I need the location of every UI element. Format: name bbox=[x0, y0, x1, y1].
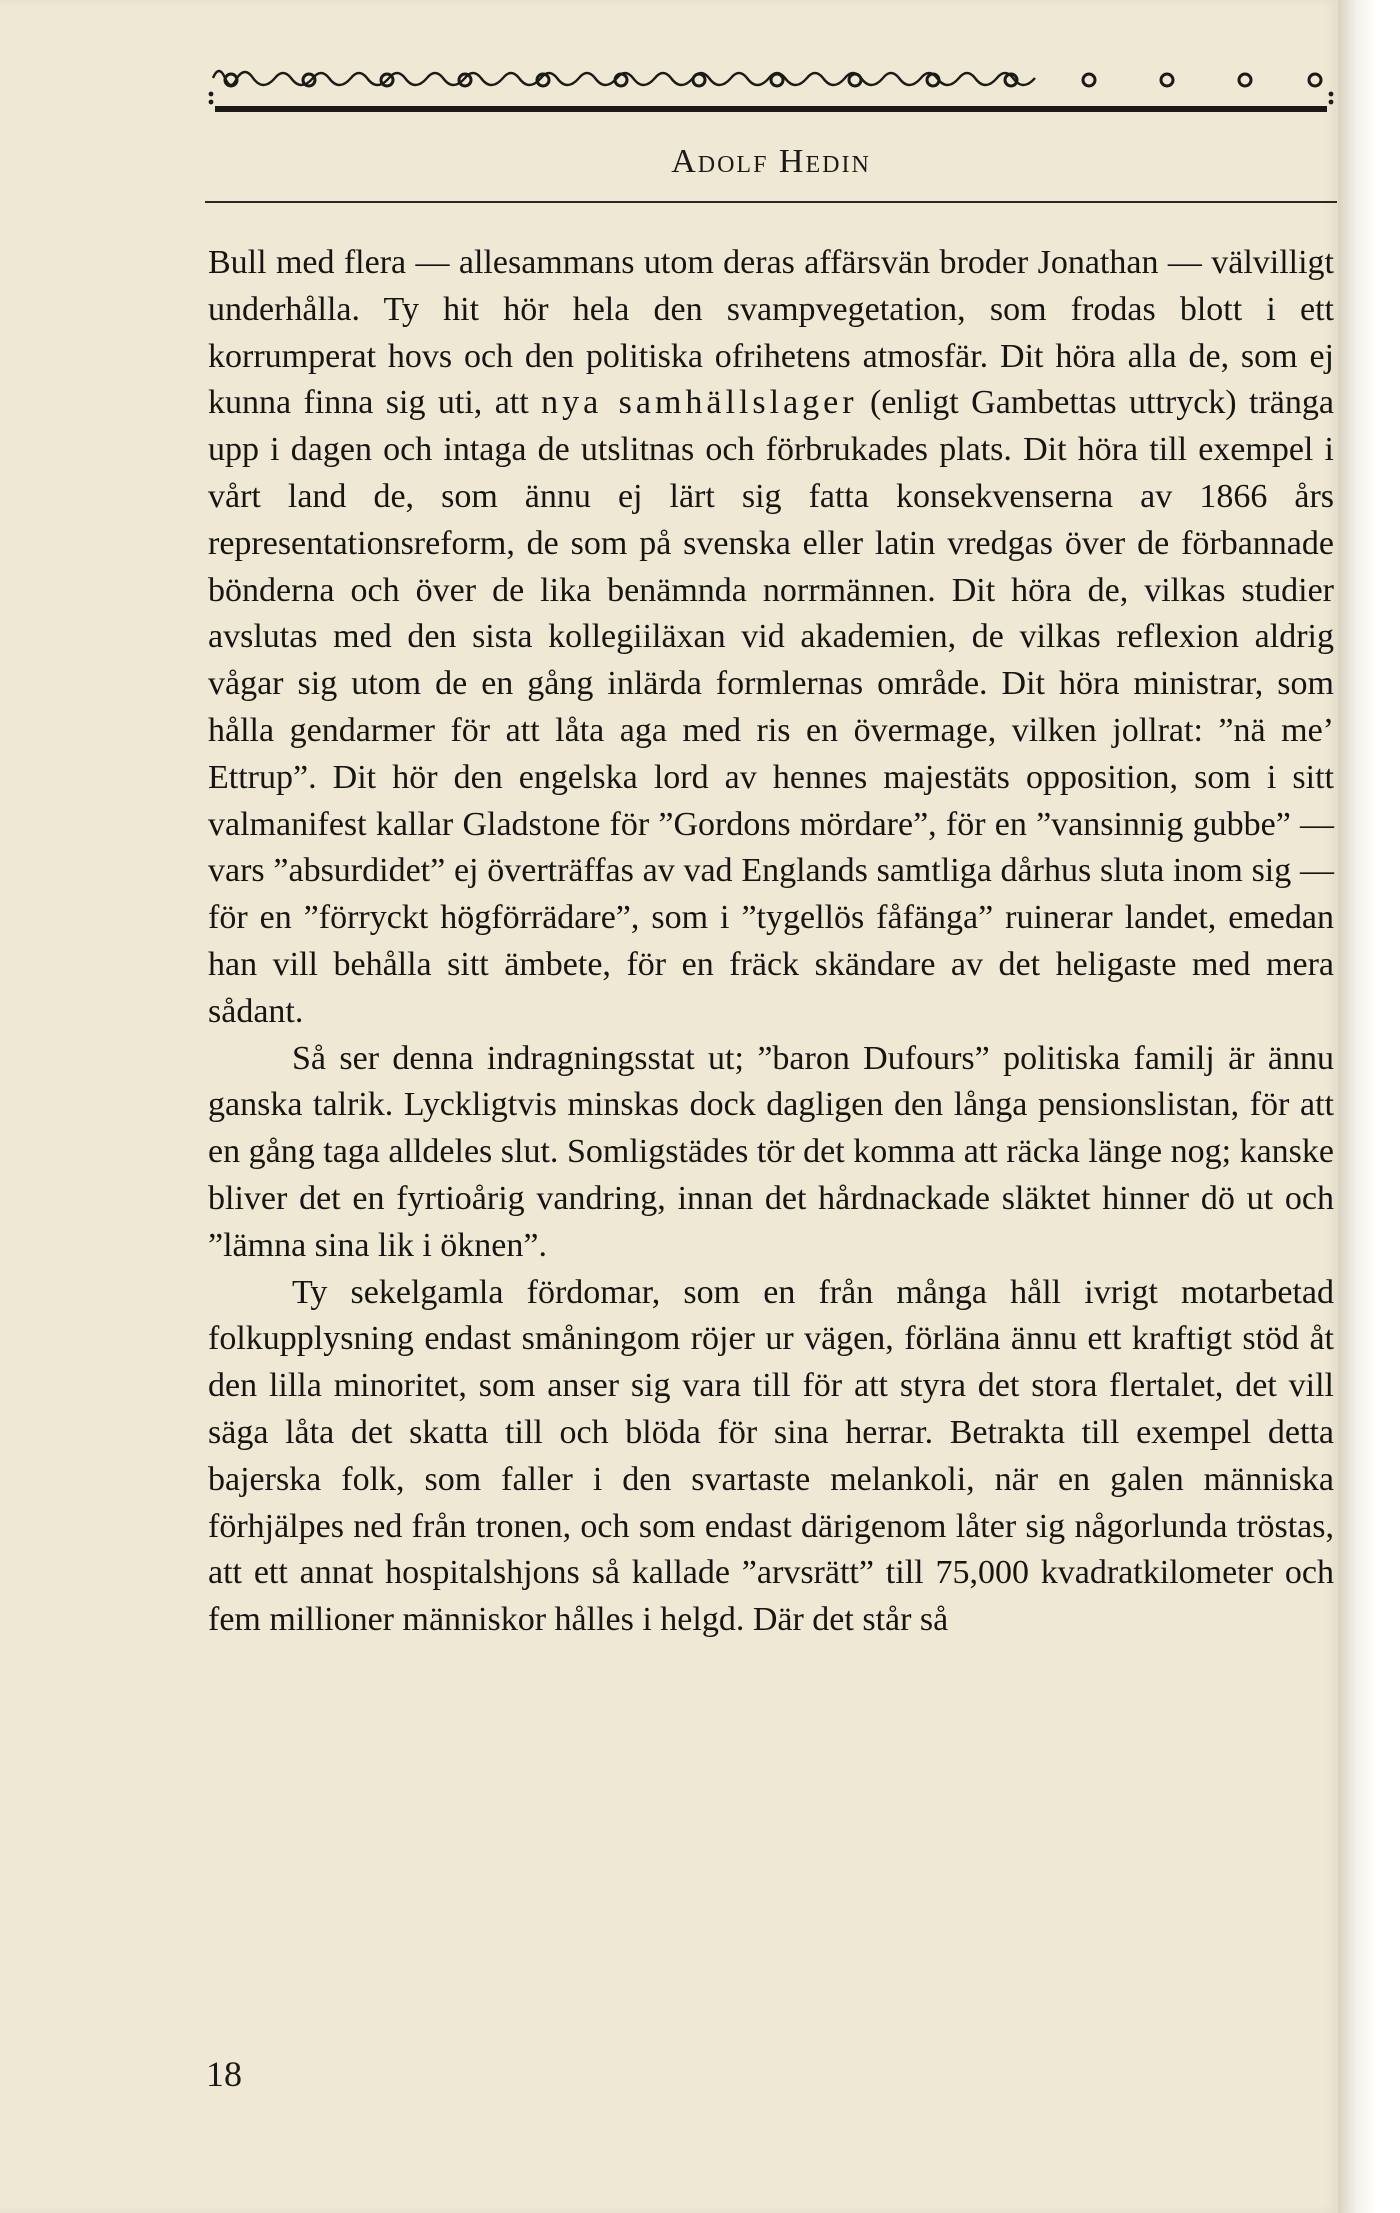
running-head: Adolf Hedin bbox=[671, 143, 871, 180]
paragraph-1-text-end: (enligt Gambettas uttryck) tränga upp i dagen och intaga de utslitnas och förbrukades plats. Dit höra till exempel i vårt land de, som ännu ej lärt sig fatta konsekvenserna av 1866 års representationsreform, de som på svenska eller latin vredgas över de förbannade bönderna och över de lika benämnda norrmännen. Dit höra de, vilkas studier avslutas med den sista kollegiiläxan vid akademien, de vilkas reflexion aldrig vågar sig utom de en gång inlärda formlernas område. Dit höra ministrar, som hålla gendarmer för att låta aga med ris en övermage, vilken jollrat: ”nä me’ Ettrup”. Dit hör den engelska lord av hennes majestäts opposition, som i sitt valmanifest kallar Gladstone för ”Gordons mördare”, för en ”vansinnig gubbe” — vars ”absurdidet” ej överträffas av vad Englands samtliga dårhus sluta inom sig — för en ”förryckt högförrädare”, som i ”tygellös fåfänga” ruinerar landet, emedan han vill behålla sitt ämbete, för en fräck skändare av det heligaste med mera sådant. bbox=[208, 384, 1334, 1030]
decorative-header-border bbox=[205, 58, 1337, 128]
paragraph-1-text-start: Bull med flera — allesammans utom deras affärsvän broder Jonathan — välvilligt underhålla. Ty hit hör hela den svampvegetation, som frodas blott i ett korrumperat hovs och den politiska ofrihetens atmosfär. Dit höra alla de, som ej kunna finna sig uti, att bbox=[208, 244, 1334, 422]
page-edge-shadow bbox=[1338, 0, 1400, 2213]
paragraph-2: Så ser denna indragningsstat ut; ”baron Dufours” politiska familj är ännu ganska talrik. Lyckligtvis minskas dock dagligen den långa pensionslistan, för att en gång taga alldeles slut. Somligstädes tör det komma att räcka länge nog; kanske bliver det en fyrtioårig vandring, innan det hårdnackade släktet hinner dö ut och ”lämna sina lik i öknen”. bbox=[208, 1039, 1334, 1264]
paragraph-1 bbox=[208, 240, 1334, 1036]
body-text bbox=[208, 240, 1334, 1644]
letterspaced-emphasis: nya samhällslager bbox=[541, 384, 858, 422]
page-number: 18 bbox=[206, 2054, 242, 2094]
running-head-rule bbox=[205, 201, 1337, 203]
paragraph-3: Ty sekelgamla fördomar, som en från många håll ivrigt motarbetad folkupplysning endast småningom röjer ur vägen, förläna ännu ett kraftigt stöd åt den lilla minoritet, som anser sig vara till för att styra det stora flertalet, det vill säga låta det skatta till och blöda för sina herrar. Betrakta till exempel detta bajerska folk, som faller i den svartaste melankoli, när en galen människa förhjälpes ned från tronen, och som endast därigenom låter sig någorlunda tröstas, att ett annat hospitalshjons så kallade ”arvsrätt” till 75,000 kvadratkilometer och fem millioner människor hålles i helgd. Där det står så bbox=[208, 1273, 1334, 1639]
